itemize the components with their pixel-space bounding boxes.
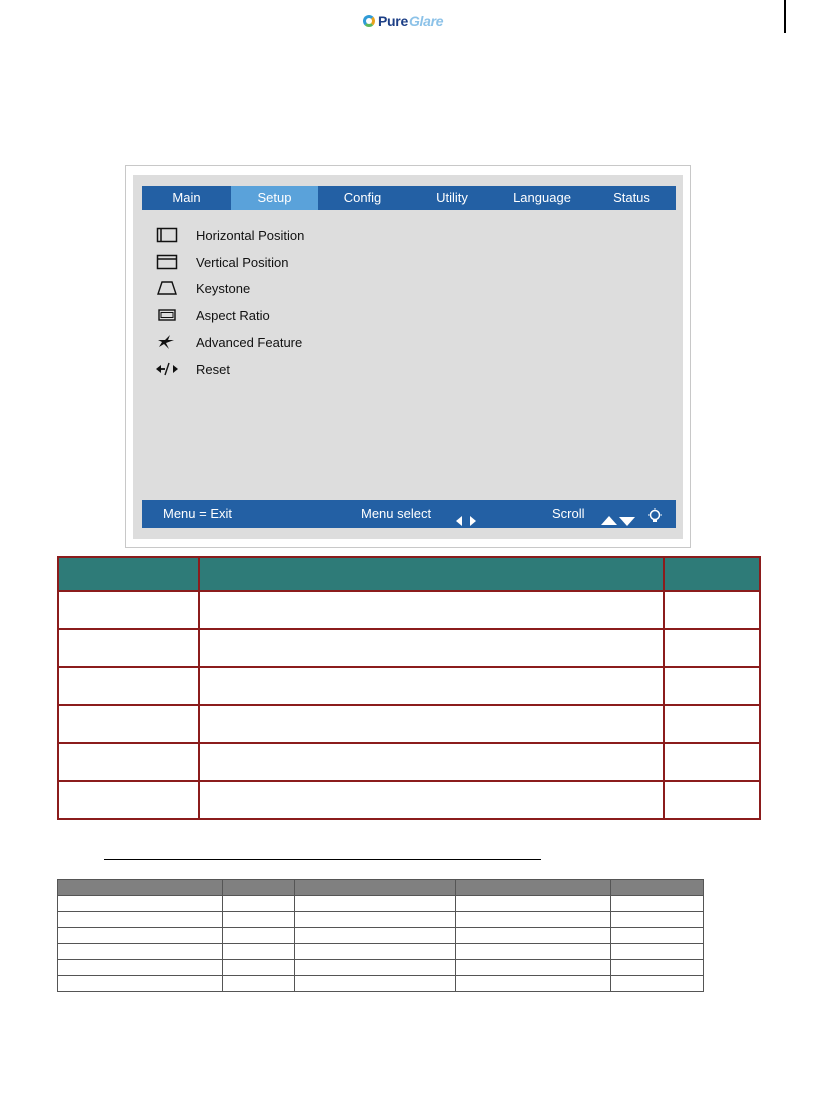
grid-cell (611, 896, 704, 912)
tab-utility[interactable]: Utility (436, 190, 468, 205)
grid-header-cell (295, 880, 456, 896)
grid-cell (295, 976, 456, 992)
grid-cell (58, 960, 223, 976)
table-cell (58, 629, 199, 667)
menu-item-label: Vertical Position (196, 254, 289, 270)
menu-item-advanced-feature[interactable] (155, 332, 302, 352)
aspect-ratio-icon (155, 307, 179, 323)
left-right-arrows-icon (455, 509, 477, 537)
menu-item-label: Aspect Ratio (196, 307, 270, 323)
grid-cell (58, 928, 223, 944)
table-cell (199, 667, 665, 705)
table-cell (199, 629, 665, 667)
table-cell (664, 629, 760, 667)
grid-header-cell (456, 880, 611, 896)
menu-exit-hint: Menu = Exit (163, 506, 233, 521)
logo-mark-icon (363, 15, 375, 27)
table-row (58, 743, 760, 781)
table-row (58, 629, 760, 667)
menu-item-label: Horizontal Position (196, 227, 305, 243)
table-cell (199, 743, 665, 781)
grid-cell (456, 896, 611, 912)
menu-item-vertical-position[interactable] (155, 252, 289, 272)
grid-cell (611, 976, 704, 992)
grid-cell (295, 928, 456, 944)
logo-text-pure: Pure (378, 13, 408, 29)
table-cell (664, 743, 760, 781)
keystone-icon (155, 280, 179, 296)
table-header-cell (58, 557, 199, 591)
table-row (58, 928, 704, 944)
table-row (58, 944, 704, 960)
table-cell (199, 781, 665, 819)
menu-item-keystone[interactable] (155, 278, 250, 298)
advanced-feature-icon (155, 334, 179, 350)
table-header-row (58, 557, 760, 591)
grid-cell (295, 960, 456, 976)
table-cell (58, 743, 199, 781)
osd-status-bar (142, 500, 676, 528)
menu-item-label: Reset (196, 361, 230, 377)
table-cell (199, 591, 665, 629)
table-cell (664, 705, 760, 743)
reference-grid-table (57, 879, 704, 992)
menu-item-aspect-ratio[interactable] (155, 305, 270, 325)
grid-cell (223, 976, 295, 992)
grid-cell (223, 960, 295, 976)
table-header-cell (664, 557, 760, 591)
grid-cell (611, 944, 704, 960)
setup-settings-table (57, 556, 761, 820)
menu-item-label: Keystone (196, 280, 251, 296)
grid-cell (295, 896, 456, 912)
grid-cell (611, 960, 704, 976)
section-heading-underline (104, 859, 541, 860)
grid-cell (58, 944, 223, 960)
tab-setup[interactable]: Setup (231, 186, 318, 210)
pureglare-logo (363, 11, 455, 31)
grid-cell (611, 928, 704, 944)
grid-cell (223, 912, 295, 928)
menu-item-label: Advanced Feature (196, 334, 303, 350)
table-cell (58, 781, 199, 819)
menu-item-horizontal-position[interactable] (155, 225, 304, 245)
table-cell (664, 667, 760, 705)
table-cell (58, 705, 199, 743)
grid-cell (58, 976, 223, 992)
grid-cell (456, 928, 611, 944)
grid-cell (295, 912, 456, 928)
grid-cell (223, 928, 295, 944)
grid-header-cell (611, 880, 704, 896)
table-row (58, 705, 760, 743)
grid-header-cell (58, 880, 223, 896)
vertical-position-icon (155, 254, 179, 270)
grid-header-row (58, 880, 704, 896)
table-row (58, 976, 704, 992)
table-header-cell (199, 557, 665, 591)
scroll-hint: Scroll (552, 506, 585, 521)
table-cell (664, 781, 760, 819)
table-row (58, 591, 760, 629)
grid-cell (456, 912, 611, 928)
grid-cell (611, 912, 704, 928)
tab-main[interactable]: Main (172, 190, 201, 205)
grid-cell (456, 960, 611, 976)
table-row (58, 667, 760, 705)
page-edge-rule (784, 0, 786, 33)
tab-config[interactable]: Config (343, 190, 382, 205)
table-cell (58, 667, 199, 705)
tab-status[interactable]: Status (613, 190, 650, 205)
grid-cell (58, 896, 223, 912)
grid-cell (295, 944, 456, 960)
table-cell (199, 705, 665, 743)
tab-language[interactable]: Language (513, 190, 571, 205)
logo-text-glare: Glare (408, 13, 444, 29)
grid-cell (456, 944, 611, 960)
lightbulb-icon (647, 506, 663, 534)
grid-cell (456, 976, 611, 992)
reset-icon (155, 361, 179, 377)
grid-cell (58, 912, 223, 928)
menu-item-reset[interactable] (155, 359, 230, 379)
up-down-arrows-icon (600, 509, 636, 537)
menu-select-hint: Menu select (361, 506, 432, 521)
grid-cell (223, 944, 295, 960)
table-cell (664, 591, 760, 629)
grid-header-cell (223, 880, 295, 896)
osd-tab-bar (142, 186, 676, 210)
table-row (58, 896, 704, 912)
horizontal-position-icon (155, 227, 179, 243)
table-cell (58, 591, 199, 629)
grid-cell (223, 896, 295, 912)
table-row (58, 912, 704, 928)
table-row (58, 960, 704, 976)
table-row (58, 781, 760, 819)
